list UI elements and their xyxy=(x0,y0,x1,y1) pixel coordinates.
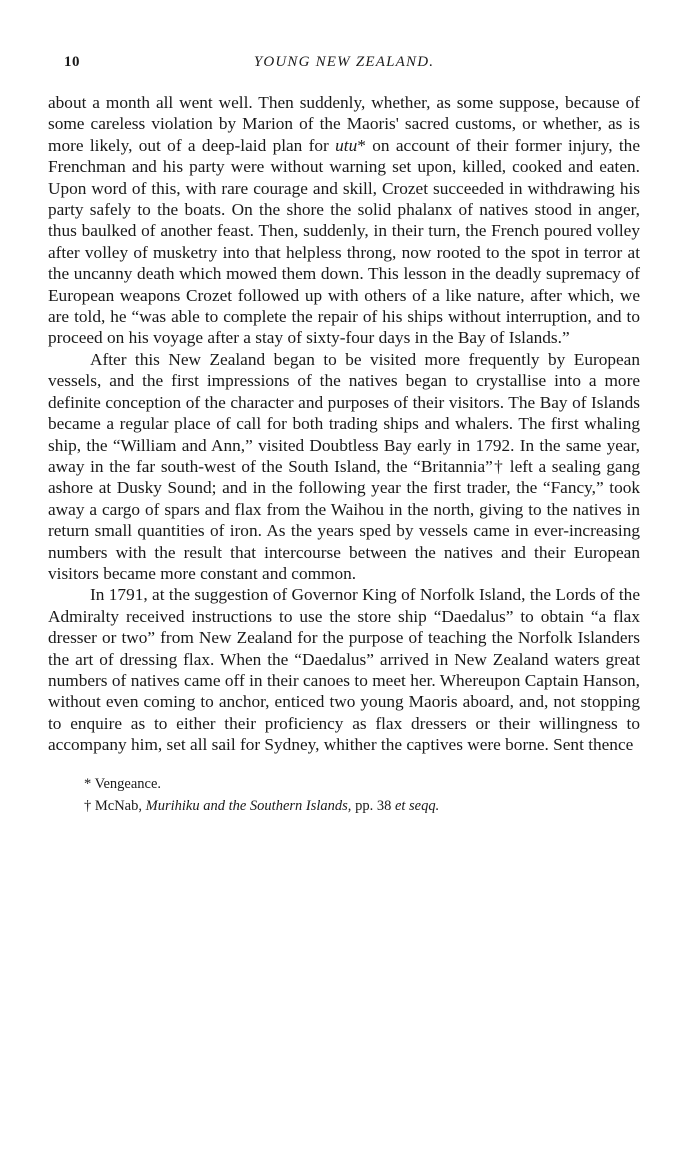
book-page xyxy=(48,50,640,817)
text-run: * Vengeance. xyxy=(84,775,162,792)
text-run: pp. 38 xyxy=(351,797,395,814)
text-run: * on account of their former injury, the Frenchman and his party were without warning set upon, killed, cooked and eaten. Upon word of this, with rare courage and skill, Crozet succeeded in withdrawing his party safely to the boats. On the shore the solid phalanx of natives stood in anger, thus baulked of another feast. Then, suddenly, in their turn, the French poured volley after volley of musketry into that helpless throng, now rooted to the spot in terror at the uncanny death which mowed them down. This lesson in the deadly supremacy of European weapons Crozet followed up with others of a like nature, after which, we are told, he “was able to complete the repair of his ships without interruption, and to proceed on his voyage after a stay of sixty-four days in the Bay of Islands.” xyxy=(48,135,640,348)
paragraph xyxy=(48,92,640,349)
footnote xyxy=(84,773,640,795)
text-run: † McNab, xyxy=(84,797,146,814)
text-run: In 1791, at the suggestion of Governor King of Norfolk Island, the Lords of the Admiralty received instructions to use the store ship “Daedalus” to obtain “a flax dresser or two” from New Zealand for the purpose of teaching the Norfolk Islanders the art of dressing flax. When the “Daedalus” arrived in New Zealand waters great numbers of natives came off in their canoes to meet her. Whereupon Captain Hanson, without even coming to anchor, enticed two young Maoris aboard, and, not stopping to enquire as to either their proficiency as flax dressers or their willingness to accompany him, set all sail for Sydney, whither the captives were borne. Sent thence xyxy=(48,585,640,755)
paragraph xyxy=(48,584,640,755)
footnote xyxy=(84,795,640,817)
text-run: about a month all went well. Then suddenly, whether, as some suppose, because of some careless violation by Marion of the Maoris' sacred customs, or whether, as is more likely, out of a deep-laid plan for xyxy=(48,93,640,155)
page-header xyxy=(48,50,640,80)
running-title: YOUNG NEW ZEALAND. xyxy=(253,54,435,70)
italic-text: et seqq. xyxy=(394,797,440,814)
footnotes xyxy=(48,773,640,817)
italic-text: utu xyxy=(335,135,358,155)
page-number: 10 xyxy=(64,54,80,70)
text-run: After this New Zealand began to be visited more frequently by European vessels, and the first impressions of the natives began to crystallise into a more definite conception of the character and purposes of their visitors. The Bay of Islands became a regular place of call for both trading ships and whalers. The first whaling ship, the “William and Ann,” visited Doubtless Bay early in 1792. In the same year, away in the far south-west of the South Island, the “Britannia”† left a sealing gang ashore at Dusky Sound; and in the following year the first trader, the “Fancy,” took away a cargo of spars and flax from the Waihou in the north, giving to the natives in return small quantities of iron. As the years sped by vessels came in ever-increasing numbers with the result that intercourse between the natives and their European visitors became more constant and common. xyxy=(48,349,640,583)
italic-text: Murihiku and the Southern Islands, xyxy=(145,797,352,814)
body-text xyxy=(48,92,640,756)
paragraph xyxy=(48,349,640,584)
